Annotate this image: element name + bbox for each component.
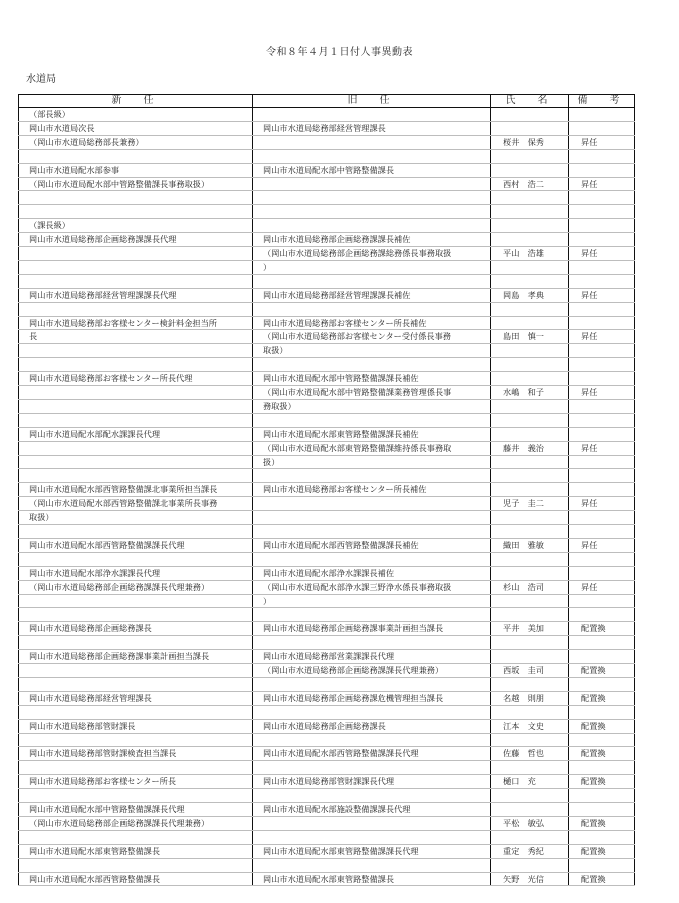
new-position-cell: （岡山市水道局総務部長兼務） (19, 135, 253, 149)
name-cell: 児子 圭二 (491, 497, 569, 511)
new-position-cell: 岡山市水道局配水部参事 (19, 163, 253, 177)
table-row (19, 372, 635, 386)
header-new-position: 新 任 (19, 95, 253, 108)
remarks-cell (569, 636, 635, 650)
name-cell: 水嶋 和子 (491, 386, 569, 400)
old-position-cell (253, 552, 491, 566)
remarks-cell (569, 650, 635, 664)
table-header-row (19, 95, 635, 108)
remarks-cell (569, 302, 635, 316)
old-position-cell: （岡山市水道局総務部企画総務課課長代理兼務） (253, 664, 491, 678)
new-position-cell: 岡山市水道局配水部西管路整備課北事業所担当課長 (19, 483, 253, 497)
name-cell (491, 733, 569, 747)
new-position-cell (19, 830, 253, 844)
new-position-cell (19, 149, 253, 163)
new-position-cell (19, 525, 253, 539)
table-row (19, 525, 635, 539)
remarks-cell (569, 121, 635, 135)
old-position-cell (253, 858, 491, 872)
table-row (19, 803, 635, 817)
name-cell: 島田 慎一 (491, 330, 569, 344)
remarks-cell: 配置換 (569, 775, 635, 789)
new-position-cell: 岡山市水道局総務部企画総務課長 (19, 622, 253, 636)
table-row (19, 288, 635, 302)
table-row (19, 747, 635, 761)
new-position-cell (19, 455, 253, 469)
remarks-cell: 昇任 (569, 441, 635, 455)
table-row (19, 358, 635, 372)
name-cell (491, 636, 569, 650)
remarks-cell (569, 858, 635, 872)
old-position-cell: 岡山市水道局総務部企画総務課事業計画担当課長 (253, 622, 491, 636)
name-cell (491, 594, 569, 608)
new-position-cell: 岡山市水道局配水部西管路整備課長 (19, 872, 253, 886)
old-position-cell (253, 219, 491, 233)
new-position-cell (19, 761, 253, 775)
personnel-table (18, 94, 635, 886)
remarks-cell: 配置換 (569, 747, 635, 761)
name-cell (491, 121, 569, 135)
remarks-cell (569, 149, 635, 163)
new-position-cell (19, 594, 253, 608)
name-cell (491, 677, 569, 691)
new-position-cell: （岡山市水道局総務部企画総務課課長代理兼務） (19, 580, 253, 594)
name-cell: 平井 美加 (491, 622, 569, 636)
old-position-cell (253, 761, 491, 775)
old-position-cell: 岡山市水道局配水部東管路整備課長 (253, 872, 491, 886)
old-position-cell (253, 677, 491, 691)
new-position-cell (19, 260, 253, 274)
new-position-cell (19, 441, 253, 455)
name-cell (491, 455, 569, 469)
old-position-cell: 岡山市水道局総務部営業課課長代理 (253, 650, 491, 664)
name-cell (491, 705, 569, 719)
name-cell (491, 108, 569, 122)
name-cell (491, 413, 569, 427)
name-cell (491, 427, 569, 441)
table-row (19, 622, 635, 636)
table-row (19, 108, 635, 122)
table-row (19, 163, 635, 177)
table-row (19, 872, 635, 886)
remarks-cell: 配置換 (569, 816, 635, 830)
header-old-position: 旧 任 (253, 95, 491, 108)
remarks-cell: 昇任 (569, 177, 635, 191)
new-position-cell: （岡山市水道局総務部企画総務課課長代理兼務） (19, 816, 253, 830)
table-row (19, 511, 635, 525)
name-cell (491, 399, 569, 413)
new-position-cell (19, 399, 253, 413)
remarks-cell: 昇任 (569, 330, 635, 344)
name-cell (491, 511, 569, 525)
new-position-cell: 岡山市水道局総務部企画総務課事業計画担当課長 (19, 650, 253, 664)
new-position-cell: 岡山市水道局総務部経営管理課長 (19, 691, 253, 705)
new-position-cell: （課長級） (19, 219, 253, 233)
table-row (19, 552, 635, 566)
old-position-cell: （岡山市水道局総務部お客様センター受付係長事務 (253, 330, 491, 344)
name-cell (491, 302, 569, 316)
name-cell (491, 316, 569, 330)
new-position-cell: 岡山市水道局次長 (19, 121, 253, 135)
remarks-cell: 昇任 (569, 497, 635, 511)
remarks-cell (569, 789, 635, 803)
name-cell (491, 858, 569, 872)
name-cell (491, 274, 569, 288)
name-cell: 江本 文史 (491, 719, 569, 733)
old-position-cell (253, 636, 491, 650)
remarks-cell: 配置換 (569, 691, 635, 705)
new-position-cell: 岡山市水道局配水部西管路整備課課長代理 (19, 538, 253, 552)
table-row (19, 455, 635, 469)
old-position-cell (253, 135, 491, 149)
table-row (19, 177, 635, 191)
table-row (19, 497, 635, 511)
name-cell: 藤井 義治 (491, 441, 569, 455)
name-cell (491, 803, 569, 817)
table-row (19, 816, 635, 830)
old-position-cell (253, 191, 491, 205)
name-cell (491, 219, 569, 233)
remarks-cell: 昇任 (569, 135, 635, 149)
remarks-cell (569, 358, 635, 372)
name-cell (491, 233, 569, 247)
table-row (19, 135, 635, 149)
remarks-cell (569, 483, 635, 497)
name-cell (491, 830, 569, 844)
table-row (19, 664, 635, 678)
remarks-cell (569, 566, 635, 580)
old-position-cell: 務取扱） (253, 399, 491, 413)
old-position-cell (253, 733, 491, 747)
old-position-cell (253, 108, 491, 122)
remarks-cell (569, 163, 635, 177)
old-position-cell: 扱） (253, 455, 491, 469)
name-cell: 平山 浩雄 (491, 247, 569, 261)
new-position-cell: 岡山市水道局総務部企画総務課課長代理 (19, 233, 253, 247)
new-position-cell: （部長級） (19, 108, 253, 122)
table-row (19, 761, 635, 775)
name-cell (491, 358, 569, 372)
new-position-cell (19, 469, 253, 483)
old-position-cell: 岡山市水道局配水部東管路整備課課長補佐 (253, 427, 491, 441)
name-cell: 矢野 光信 (491, 872, 569, 886)
remarks-cell (569, 511, 635, 525)
remarks-cell (569, 108, 635, 122)
old-position-cell: 岡山市水道局配水部施設整備課課長代理 (253, 803, 491, 817)
new-position-cell (19, 358, 253, 372)
table-row (19, 775, 635, 789)
table-row (19, 469, 635, 483)
remarks-cell (569, 260, 635, 274)
name-cell (491, 552, 569, 566)
new-position-cell: 岡山市水道局総務部お客様センター所長 (19, 775, 253, 789)
old-position-cell: 岡山市水道局配水部中管路整備課長 (253, 163, 491, 177)
table-row (19, 705, 635, 719)
remarks-cell: 昇任 (569, 288, 635, 302)
table-row (19, 483, 635, 497)
name-cell: 杉山 浩司 (491, 580, 569, 594)
name-cell (491, 191, 569, 205)
old-position-cell: 岡山市水道局総務部経営管理課課長補佐 (253, 288, 491, 302)
new-position-cell: 岡山市水道局配水部浄水課課長代理 (19, 566, 253, 580)
remarks-cell (569, 552, 635, 566)
old-position-cell: 岡山市水道局総務部企画総務課危機管理担当課長 (253, 691, 491, 705)
remarks-cell (569, 205, 635, 219)
table-row (19, 594, 635, 608)
remarks-cell (569, 677, 635, 691)
new-position-cell: 岡山市水道局総務部管財課検査担当課長 (19, 747, 253, 761)
old-position-cell (253, 830, 491, 844)
table-row (19, 650, 635, 664)
new-position-cell: 長 (19, 330, 253, 344)
table-row (19, 205, 635, 219)
old-position-cell (253, 469, 491, 483)
new-position-cell (19, 858, 253, 872)
table-row (19, 580, 635, 594)
remarks-cell: 配置換 (569, 872, 635, 886)
table-row (19, 219, 635, 233)
table-row (19, 677, 635, 691)
remarks-cell: 昇任 (569, 580, 635, 594)
name-cell (491, 525, 569, 539)
remarks-cell: 配置換 (569, 844, 635, 858)
remarks-cell (569, 705, 635, 719)
old-position-cell (253, 205, 491, 219)
old-position-cell (253, 608, 491, 622)
table-row (19, 233, 635, 247)
table-row (19, 789, 635, 803)
remarks-cell (569, 594, 635, 608)
table-row (19, 260, 635, 274)
old-position-cell (253, 525, 491, 539)
old-position-cell (253, 705, 491, 719)
name-cell (491, 469, 569, 483)
table-row (19, 386, 635, 400)
old-position-cell (253, 413, 491, 427)
remarks-cell (569, 274, 635, 288)
table-row (19, 691, 635, 705)
header-remarks: 備 考 (569, 95, 635, 108)
table-row (19, 344, 635, 358)
new-position-cell (19, 344, 253, 358)
remarks-cell (569, 803, 635, 817)
new-position-cell: 岡山市水道局総務部経営管理課課長代理 (19, 288, 253, 302)
table-body (19, 108, 635, 886)
remarks-cell (569, 372, 635, 386)
new-position-cell: 岡山市水道局総務部管財課長 (19, 719, 253, 733)
new-position-cell (19, 274, 253, 288)
name-cell: 西村 浩二 (491, 177, 569, 191)
remarks-cell: 配置換 (569, 622, 635, 636)
old-position-cell (253, 177, 491, 191)
table-row (19, 427, 635, 441)
remarks-cell (569, 344, 635, 358)
old-position-cell: （岡山市水道局総務部企画総務課総務係長事務取扱 (253, 247, 491, 261)
old-position-cell (253, 149, 491, 163)
old-position-cell (253, 358, 491, 372)
old-position-cell (253, 497, 491, 511)
new-position-cell: 岡山市水道局配水部配水課課長代理 (19, 427, 253, 441)
name-cell (491, 163, 569, 177)
remarks-cell (569, 830, 635, 844)
table-row (19, 302, 635, 316)
remarks-cell (569, 219, 635, 233)
name-cell: 佐藤 哲也 (491, 747, 569, 761)
old-position-cell: （岡山市水道局配水部東管路整備課維持係長事務取 (253, 441, 491, 455)
document-title: 令和８年４月１日付人事異動表 (266, 47, 413, 58)
new-position-cell (19, 191, 253, 205)
new-position-cell (19, 677, 253, 691)
old-position-cell: 岡山市水道局総務部お客様センター所長補佐 (253, 483, 491, 497)
table-row (19, 441, 635, 455)
remarks-cell (569, 761, 635, 775)
new-position-cell (19, 386, 253, 400)
remarks-cell: 昇任 (569, 247, 635, 261)
header-name: 氏 名 (491, 95, 569, 108)
table-row (19, 844, 635, 858)
name-cell: 名越 則朋 (491, 691, 569, 705)
new-position-cell (19, 705, 253, 719)
name-cell (491, 761, 569, 775)
old-position-cell: ） (253, 260, 491, 274)
name-cell: 岡島 孝典 (491, 288, 569, 302)
old-position-cell: 岡山市水道局配水部浄水課課長補佐 (253, 566, 491, 580)
table-row (19, 274, 635, 288)
remarks-cell (569, 469, 635, 483)
name-cell (491, 205, 569, 219)
remarks-cell (569, 191, 635, 205)
new-position-cell (19, 664, 253, 678)
table-row (19, 733, 635, 747)
old-position-cell (253, 274, 491, 288)
old-position-cell (253, 816, 491, 830)
old-position-cell: ） (253, 594, 491, 608)
new-position-cell: 岡山市水道局総務部お客様センター検針料金担当所 (19, 316, 253, 330)
table-row (19, 413, 635, 427)
remarks-cell (569, 733, 635, 747)
name-cell: 西坂 圭司 (491, 664, 569, 678)
old-position-cell (253, 511, 491, 525)
new-position-cell (19, 247, 253, 261)
name-cell (491, 789, 569, 803)
remarks-cell: 昇任 (569, 386, 635, 400)
table-row (19, 399, 635, 413)
remarks-cell (569, 316, 635, 330)
old-position-cell: 岡山市水道局配水部西管路整備課課長代理 (253, 747, 491, 761)
table-row (19, 636, 635, 650)
name-cell (491, 608, 569, 622)
name-cell (491, 372, 569, 386)
name-cell: 織田 雅敏 (491, 538, 569, 552)
new-position-cell (19, 636, 253, 650)
name-cell (491, 483, 569, 497)
remarks-cell: 配置換 (569, 664, 635, 678)
old-position-cell: 取扱） (253, 344, 491, 358)
name-cell: 重定 秀紀 (491, 844, 569, 858)
table-row (19, 247, 635, 261)
table-row (19, 316, 635, 330)
name-cell: 桜井 保秀 (491, 135, 569, 149)
new-position-cell (19, 413, 253, 427)
table-row (19, 566, 635, 580)
old-position-cell: 岡山市水道局総務部経営管理課長 (253, 121, 491, 135)
remarks-cell: 配置換 (569, 719, 635, 733)
old-position-cell: 岡山市水道局配水部西管路整備課課長補佐 (253, 538, 491, 552)
old-position-cell: 岡山市水道局総務部企画総務課長 (253, 719, 491, 733)
old-position-cell: 岡山市水道局総務部お客様センター所長補佐 (253, 316, 491, 330)
new-position-cell (19, 789, 253, 803)
new-position-cell (19, 552, 253, 566)
table-row (19, 121, 635, 135)
remarks-cell (569, 427, 635, 441)
remarks-cell (569, 399, 635, 413)
remarks-cell (569, 608, 635, 622)
old-position-cell (253, 789, 491, 803)
name-cell: 樋口 充 (491, 775, 569, 789)
remarks-cell (569, 525, 635, 539)
table-row (19, 538, 635, 552)
table-row (19, 149, 635, 163)
table-row (19, 191, 635, 205)
new-position-cell: 岡山市水道局総務部お客様センター所長代理 (19, 372, 253, 386)
table-row (19, 858, 635, 872)
new-position-cell: 取扱） (19, 511, 253, 525)
name-cell (491, 260, 569, 274)
table-row (19, 330, 635, 344)
old-position-cell: （岡山市水道局配水部浄水課三野浄水係長事務取扱 (253, 580, 491, 594)
name-cell (491, 650, 569, 664)
name-cell: 平松 敏弘 (491, 816, 569, 830)
name-cell (491, 344, 569, 358)
old-position-cell: 岡山市水道局総務部管財課課長代理 (253, 775, 491, 789)
old-position-cell (253, 302, 491, 316)
remarks-cell (569, 455, 635, 469)
old-position-cell: （岡山市水道局配水部中管路整備課業務管理係長事 (253, 386, 491, 400)
old-position-cell: 岡山市水道局配水部中管路整備課課長補佐 (253, 372, 491, 386)
remarks-cell (569, 233, 635, 247)
new-position-cell: （岡山市水道局配水部西管路整備課北事業所長事務 (19, 497, 253, 511)
table-row (19, 608, 635, 622)
old-position-cell: 岡山市水道局配水部東管路整備課課長代理 (253, 844, 491, 858)
new-position-cell: 岡山市水道局配水部中管路整備課課長代理 (19, 803, 253, 817)
remarks-cell: 昇任 (569, 538, 635, 552)
new-position-cell: （岡山市水道局配水部中管路整備課長事務取扱） (19, 177, 253, 191)
new-position-cell (19, 205, 253, 219)
table-row (19, 830, 635, 844)
name-cell (491, 566, 569, 580)
new-position-cell: 岡山市水道局配水部東管路整備課長 (19, 844, 253, 858)
new-position-cell (19, 733, 253, 747)
name-cell (491, 149, 569, 163)
remarks-cell (569, 413, 635, 427)
table-row (19, 719, 635, 733)
department-label: 水道局 (26, 74, 56, 85)
old-position-cell: 岡山市水道局総務部企画総務課課長補佐 (253, 233, 491, 247)
new-position-cell (19, 302, 253, 316)
new-position-cell (19, 608, 253, 622)
